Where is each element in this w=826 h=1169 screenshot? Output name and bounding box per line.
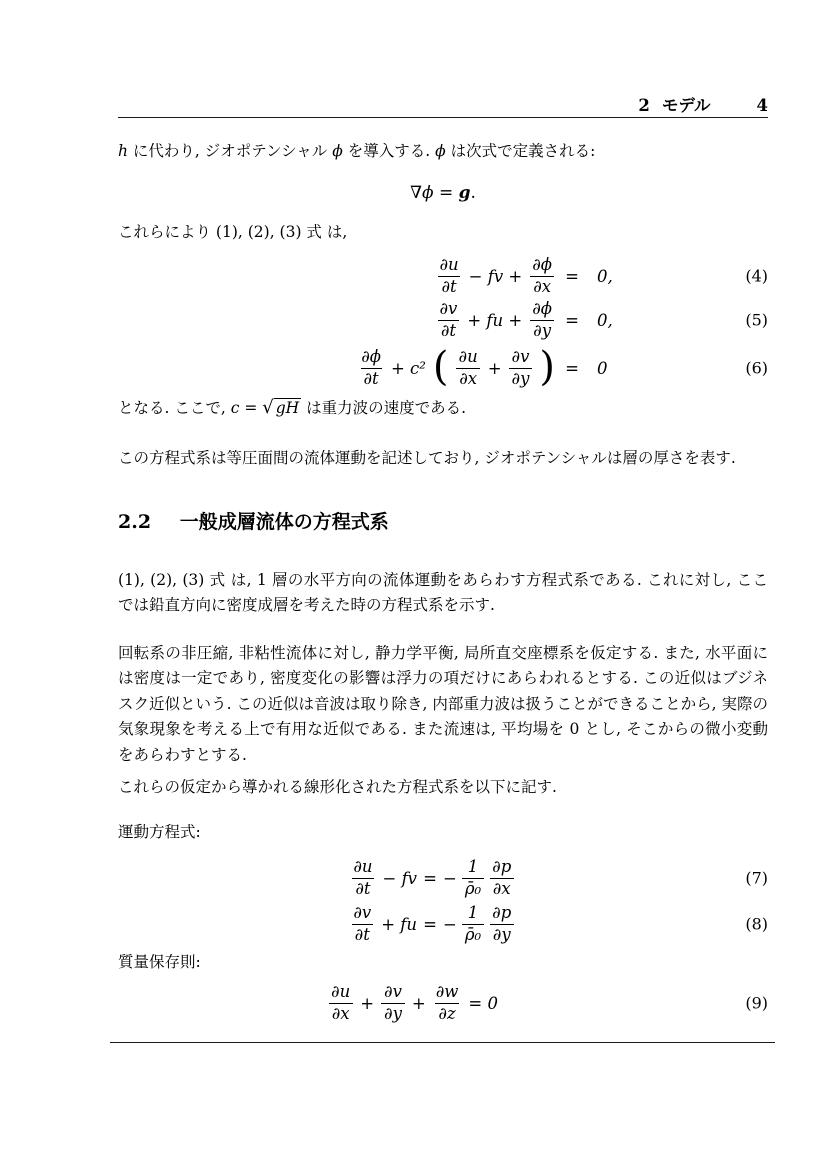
fraction-one-over-rho0: $\frac{1}{\text{ρ̄₀}}$ — [462, 857, 484, 899]
eq4-rhs: 0, — [597, 266, 613, 286]
equation-group-4-6 — [118, 254, 768, 394]
paragraph-tonaru — [118, 395, 768, 421]
boussinesq-text: 回転系の非圧縮, 非粘性流体に対し, 静力学平衡, 局所直交座標系を仮定する. また, 水平面には密度は一定であり, 密度変化の影響は浮力の項だけにあらわれるとする. この近似はブジネスク近似という. この近似は音波は取り除き, 内部重力波は扱うことができることから, 実際の気象現象を考える上で有用な近似である. また流速は, 平均場を 0 とし, そこからの微小変動をあらわすとする. — [118, 644, 768, 764]
fraction-dv-dt: $\frac{\partial v}{\partial t}$ — [439, 299, 458, 340]
eq7-equals: = — [423, 868, 437, 888]
math-c-equals: c = — [230, 399, 263, 417]
fraction-dv-dy: $\frac{\partial v}{\partial y}$ — [509, 347, 533, 389]
eq7-minus: − — [443, 868, 457, 888]
equation-number-7: (7) — [745, 868, 768, 888]
equation-6 — [118, 342, 768, 394]
paragraph-intro — [118, 139, 768, 164]
fraction-dp-dx: $\frac{\partial p}{\partial x}$ — [489, 857, 514, 899]
footer-rule — [110, 1042, 775, 1043]
korera-text: これらにより (1), (2), (3) 式 は, — [118, 223, 348, 241]
eq9-equals-zero: = 0 — [468, 993, 498, 1013]
fraction-one-over-rho0: $\frac{1}{\text{ρ̄₀}}$ — [462, 903, 484, 945]
math-var-h: h — [118, 142, 128, 160]
intro-text-3: は次式で定義される: — [445, 142, 596, 160]
label-mass-conservation: 質量保存則: — [118, 953, 201, 971]
linearized-text: これらの仮定から導かれる線形化された方程式系を以下に記す. — [118, 778, 557, 796]
fraction-dphi-dy: $\frac{\partial\phi}{\partial y}$ — [529, 299, 555, 341]
eq5-rhs: 0, — [597, 310, 613, 330]
eq6-op: + c² — [390, 358, 426, 378]
page-header — [118, 92, 768, 116]
eq8-equals: = — [423, 914, 437, 934]
equation-4 — [118, 254, 768, 298]
fraction-du-dx: $\frac{\partial u}{\partial x}$ — [328, 982, 353, 1024]
fraction-du-dx: $\frac{\partial u}{\partial x}$ — [456, 347, 481, 389]
left-paren: ( — [432, 344, 449, 390]
eq6-op2: + — [487, 358, 502, 378]
eq9-op2: + — [411, 993, 426, 1013]
paragraph-isobaric — [118, 446, 768, 471]
intro-text-2: を導入する. — [342, 142, 436, 160]
fraction-dphi-dx: $\frac{\partial\phi}{\partial x}$ — [529, 255, 555, 297]
fraction-dv-dy: $\frac{\partial v}{\partial y}$ — [381, 982, 405, 1024]
nabla-period: . — [470, 183, 476, 203]
header-section-number: 2 — [638, 96, 650, 115]
eq8-minus: − — [443, 914, 457, 934]
label-motion-equations: 運動方程式: — [118, 823, 201, 841]
right-paren: ) — [539, 344, 555, 390]
eq7-op: − fv — [382, 868, 417, 888]
paragraph-boussinesq — [118, 641, 768, 768]
section-number: 2.2 — [118, 511, 152, 533]
page-number: 4 — [756, 96, 768, 115]
eq4-op: − fv + — [468, 266, 523, 286]
nabla-lhs: ∇ϕ = — [410, 183, 459, 203]
fraction-dw-dz: $\frac{\partial w}{\partial z}$ — [435, 982, 459, 1023]
math-var-phi-2: ϕ — [435, 142, 446, 160]
tonaru-text-2: は重力波の速度である. — [301, 399, 467, 417]
eq4-equals: = — [565, 266, 579, 286]
equation-8 — [118, 901, 768, 947]
display-equation-nabla — [118, 180, 768, 206]
math-var-phi-1: ϕ — [332, 142, 343, 160]
paragraph-layers — [118, 568, 768, 619]
equation-group-7-8 — [118, 855, 768, 947]
equation-7 — [118, 855, 768, 901]
fraction-dp-dy: $\frac{\partial p}{\partial y}$ — [489, 903, 514, 945]
tonaru-text-1: となる. ここで, — [118, 399, 231, 417]
equation-number-4: (4) — [745, 266, 768, 286]
paragraph-linearized — [118, 775, 768, 800]
equation-number-5: (5) — [745, 310, 768, 330]
fraction-du-dt: $\frac{\partial u}{\partial t}$ — [439, 255, 459, 296]
eq5-op: + fu + — [467, 310, 523, 330]
equation-5 — [118, 298, 768, 342]
equation-9 — [118, 980, 768, 1026]
eq9-op1: + — [360, 993, 375, 1013]
layers-text: (1), (2), (3) 式 は, 1 層の水平方向の流体運動をあらわす方程式系である. これに対し, ここでは鉛直方向に密度成層を考えた時の方程式系を示す. — [118, 571, 768, 615]
eq6-equals: = — [565, 358, 579, 378]
equation-number-6: (6) — [745, 358, 768, 378]
eq6-rhs: 0 — [597, 358, 608, 378]
fraction-du-dt: $\frac{\partial u}{\partial t}$ — [353, 857, 373, 898]
fraction-dphi-dt: $\frac{\partial\phi}{\partial t}$ — [361, 347, 381, 388]
math-var-g-bold: g — [458, 183, 471, 203]
header-section-title: モデル — [661, 96, 711, 115]
intro-text-1: に代わり, ジオポテンシャル — [127, 142, 333, 160]
header-rule — [118, 117, 768, 118]
eq8-op: + fu — [381, 914, 417, 934]
fraction-dv-dt: $\frac{\partial v}{\partial t}$ — [353, 903, 372, 944]
eq5-equals: = — [565, 310, 579, 330]
equation-number-8: (8) — [745, 914, 768, 934]
section-title: 一般成層流体の方程式系 — [179, 511, 389, 533]
isobaric-text: この方程式系は等圧面間の流体運動を記述しており, ジオポテンシャルは層の厚さを表す. — [118, 449, 736, 467]
equation-number-9: (9) — [745, 993, 768, 1013]
sqrt-argument: gH — [275, 399, 300, 417]
section-heading-2-2 — [118, 507, 768, 537]
paragraph-korera — [118, 220, 768, 245]
sqrt-icon: √ — [262, 397, 274, 418]
